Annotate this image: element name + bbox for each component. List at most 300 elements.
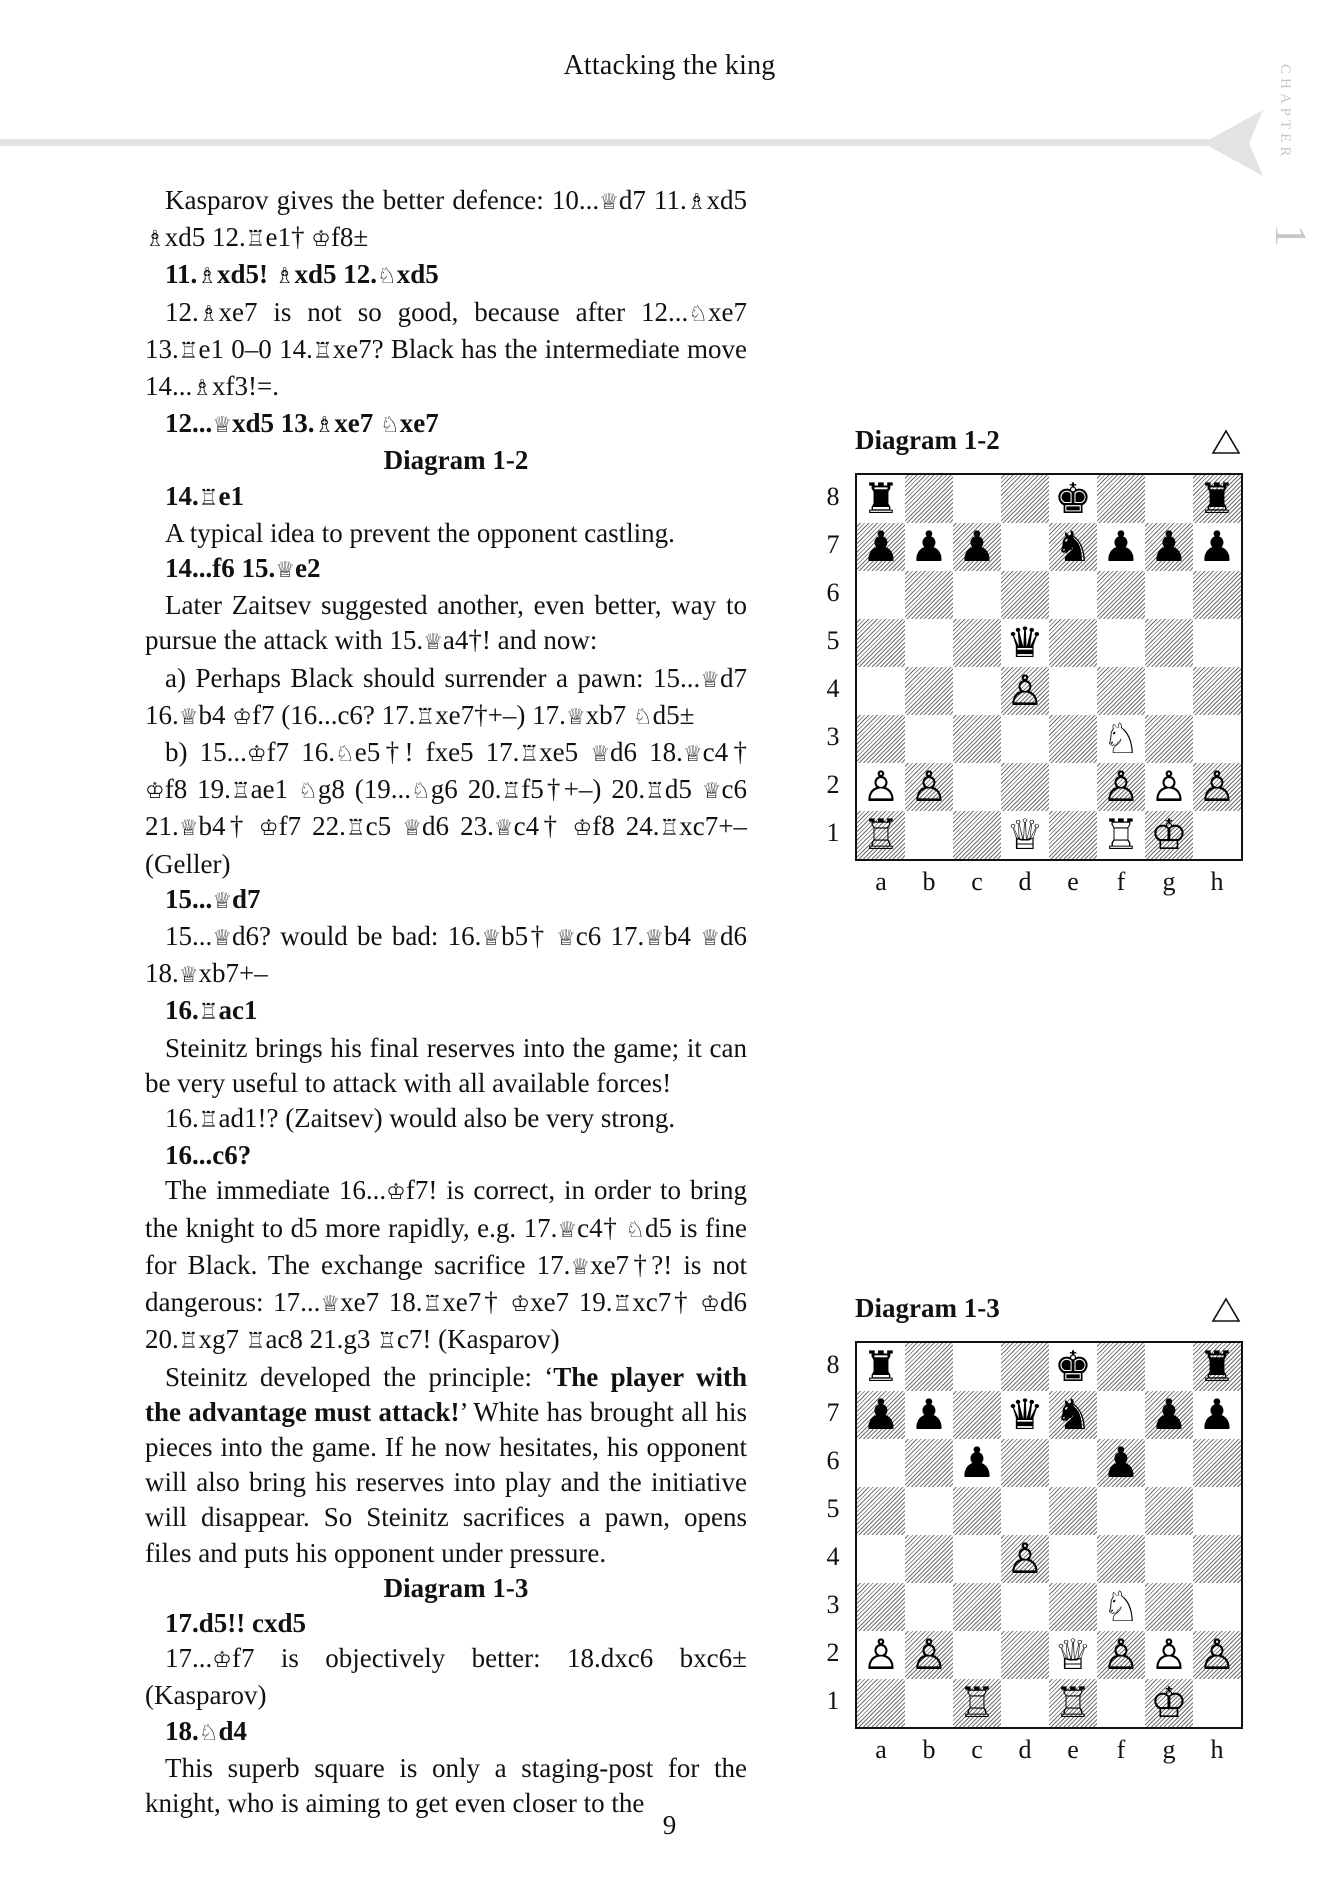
chess-figurine-icon: ♖: [645, 779, 665, 805]
square-f6: [1097, 1439, 1145, 1487]
square-h6: [1193, 1439, 1241, 1487]
square-a6: [857, 1439, 905, 1487]
file-label: h: [1210, 867, 1224, 896]
chess-figurine-icon: ♕: [212, 413, 232, 439]
chess-figurine-icon: ♖: [422, 1292, 443, 1318]
square-a5: [857, 1487, 905, 1535]
square-h7: [1193, 1391, 1241, 1439]
black-king-icon: ♚: [1054, 1342, 1092, 1391]
diagram-reference: Diagram 1-3: [383, 1572, 529, 1603]
square-g1: [1145, 811, 1193, 859]
body-paragraph: The immediate 16...♔f7! is correct, in order to bring the knight to d5 more rapidly, e.g. 17.♕c4† ♘d5 is fine for Black. The exchange sacrifice 17.♕xe7†?! is not dangerous: 17...♕xe7 18.♖xe7† ♔xe7 19.♖xc7† ♔d6 20.♖xg7 ♖ac8 21.g3 ♖c7! (Kasparov): [145, 1175, 748, 1355]
square-d8: [1001, 475, 1049, 523]
square-d1: [1001, 1679, 1049, 1727]
square-f5: [1097, 1487, 1145, 1535]
square-d5: [1001, 1487, 1049, 1535]
chess-figurine-icon: ♖: [345, 816, 366, 842]
square-b8: [905, 475, 953, 523]
chess-figurine-icon: ♕: [570, 1254, 591, 1280]
square-c1: [953, 811, 1001, 859]
white-rook-icon: ♖: [1102, 810, 1140, 859]
square-h4: [1193, 667, 1241, 715]
chess-figurine-icon: ♕: [556, 926, 576, 952]
white-rook-icon: ♖: [1054, 1678, 1092, 1727]
square-c2: [953, 1631, 1001, 1679]
chess-figurine-icon: ♔: [145, 779, 165, 805]
black-pawn-icon: ♟: [1198, 522, 1236, 571]
rank-label: 1: [826, 1686, 840, 1715]
square-e5: [1049, 1487, 1097, 1535]
square-e3: [1049, 1583, 1097, 1631]
rank-label: 3: [826, 722, 840, 751]
file-label: a: [875, 1735, 887, 1764]
square-b6: [905, 1439, 953, 1487]
square-h1: [1193, 811, 1241, 859]
body-paragraph: Steinitz developed the principle: ‘The player with the advantage must attack!’ White has brought all his pieces into the game. If he now hesitates, his opponent will also bring his reserves into play and the initiative will disappear. So Steinitz sacrifices a pawn, opens files and puts his opponent under pressure.: [145, 1361, 748, 1568]
chess-figurine-icon: ♗: [198, 301, 219, 327]
white-pawn-icon: ♙: [862, 762, 900, 811]
square-f1: [1097, 811, 1145, 859]
square-f8: [1097, 475, 1145, 523]
square-a1: [857, 1679, 905, 1727]
square-a7: [857, 1391, 905, 1439]
square-b3: [905, 1583, 953, 1631]
white-queen-icon: ♕: [1054, 1630, 1092, 1679]
square-d2: [1001, 763, 1049, 811]
white-rook-icon: ♖: [958, 1678, 996, 1727]
chess-figurine-icon: ♖: [245, 1329, 266, 1355]
black-pawn-icon: ♟: [910, 1390, 948, 1439]
black-queen-icon: ♛: [1006, 618, 1044, 667]
square-g2: [1145, 1631, 1193, 1679]
square-c1: [953, 1679, 1001, 1727]
square-d7: [1001, 1391, 1049, 1439]
square-f3: [1097, 1583, 1145, 1631]
diagram-reference: Diagram 1-2: [383, 445, 529, 476]
square-a5: [857, 619, 905, 667]
black-pawn-icon: ♟: [1150, 1390, 1188, 1439]
square-b4: [905, 667, 953, 715]
square-e7: [1049, 523, 1097, 571]
square-e5: [1049, 619, 1097, 667]
black-pawn-icon: ♟: [1102, 522, 1140, 571]
black-pawn-icon: ♟: [1102, 1438, 1140, 1487]
chess-figurine-icon: ♕: [178, 963, 199, 989]
square-g7: [1145, 523, 1193, 571]
square-f3: [1097, 715, 1145, 763]
square-b3: [905, 715, 953, 763]
square-d4: [1001, 667, 1049, 715]
white-king-icon: ♔: [1150, 1678, 1188, 1727]
square-d7: [1001, 523, 1049, 571]
black-pawn-icon: ♟: [862, 522, 900, 571]
move-heading: 18.♘d4: [165, 1715, 248, 1746]
chess-figurine-icon: ♕: [682, 742, 703, 768]
black-pawn-icon: ♟: [862, 1390, 900, 1439]
diagram-title: Diagram 1-3: [855, 1293, 1000, 1323]
white-pawn-icon: ♙: [1102, 1630, 1140, 1679]
white-rook-icon: ♖: [862, 810, 900, 859]
file-label: d: [1018, 867, 1032, 896]
file-labels: [857, 1735, 1241, 1765]
square-d4: [1001, 1535, 1049, 1583]
body-paragraph: This superb square is only a staging-post for the knight, who is aiming to get even closer to the: [145, 1752, 747, 1818]
chess-figurine-icon: ♔: [258, 816, 279, 842]
chess-figurine-icon: ♕: [565, 704, 586, 730]
square-c7: [953, 523, 1001, 571]
move-heading: 16.♖ac1: [165, 995, 258, 1026]
square-d5: [1001, 619, 1049, 667]
chess-figurine-icon: ♖: [519, 742, 540, 768]
rank-label: 2: [826, 770, 840, 799]
square-b7: [905, 523, 953, 571]
chess-figurine-icon: ♖: [245, 227, 266, 253]
square-f7: [1097, 523, 1145, 571]
body-paragraph: b) 15...♔f7 16.♘e5†! fxe5 17.♖xe5 ♕d6 18.♕c4† ♔f8 19.♖ae1 ♘g8 (19...♘g6 20.♖f5†+–) 20.♖d5 ♕c6 21.♕b4† ♔f7 22.♖c5 ♕d6 23.♕c4† ♔f8 24.♖xc7+– (Geller): [145, 737, 748, 879]
white-pawn-icon: ♙: [910, 762, 948, 811]
square-f7: [1097, 1391, 1145, 1439]
chess-figurine-icon: ♘: [298, 779, 318, 805]
body-paragraph: 15...♕d6? would be bad: 16.♕b5† ♕c6 17.♕b4 ♕d6 18.♕xb7+–: [145, 921, 748, 989]
body-paragraph: A typical idea to prevent the opponent castling.: [165, 517, 675, 548]
square-e1: [1049, 811, 1097, 859]
chess-figurine-icon: ♕: [700, 926, 721, 952]
rank-label: 7: [826, 1398, 840, 1427]
move-heading: 14.♖e1: [165, 480, 244, 511]
square-f2: [1097, 1631, 1145, 1679]
square-c7: [953, 1391, 1001, 1439]
rank-label: 3: [826, 1590, 840, 1619]
square-e4: [1049, 667, 1097, 715]
square-h3: [1193, 1583, 1241, 1631]
square-d6: [1001, 1439, 1049, 1487]
text-column: [145, 183, 747, 1821]
square-b5: [905, 1487, 953, 1535]
chess-figurine-icon: ♘: [377, 264, 397, 290]
square-b2: [905, 1631, 953, 1679]
file-label: e: [1067, 1735, 1079, 1764]
chess-figurine-icon: ♕: [700, 667, 720, 693]
white-knight-icon: ♘: [1102, 1582, 1140, 1631]
square-c8: [953, 475, 1001, 523]
square-e4: [1049, 1535, 1097, 1583]
square-g1: [1145, 1679, 1193, 1727]
black-pawn-icon: ♟: [1198, 1390, 1236, 1439]
move-heading: 17.d5!! cxd5: [165, 1607, 306, 1638]
move-heading: 14...f6 15.♕e2: [165, 553, 321, 584]
chess-figurine-icon: ♔: [311, 227, 331, 253]
move-heading: 15...♕d7: [165, 883, 261, 914]
white-pawn-icon: ♙: [862, 1630, 900, 1679]
chess-figurine-icon: ♕: [178, 704, 199, 730]
black-pawn-icon: ♟: [1150, 522, 1188, 571]
chess-figurine-icon: ♘: [334, 742, 355, 768]
square-g7: [1145, 1391, 1193, 1439]
file-label: a: [875, 867, 887, 896]
square-c5: [953, 1487, 1001, 1535]
chess-figurine-icon: ♗: [145, 227, 165, 253]
square-c3: [953, 1583, 1001, 1631]
rank-label: 4: [826, 1542, 840, 1571]
square-g2: [1145, 763, 1193, 811]
rank-label: 5: [826, 1494, 840, 1523]
file-label: c: [971, 867, 983, 896]
chess-figurine-icon: ♖: [198, 485, 219, 511]
square-b1: [905, 1679, 953, 1727]
chess-figurine-icon: ♕: [481, 926, 502, 952]
square-a8: [857, 475, 905, 523]
black-king-icon: ♚: [1054, 474, 1092, 523]
square-d8: [1001, 1343, 1049, 1391]
square-f4: [1097, 1535, 1145, 1583]
square-b4: [905, 1535, 953, 1583]
square-f4: [1097, 667, 1145, 715]
square-g6: [1145, 571, 1193, 619]
body-paragraph: 17...♔f7 is objectively better: 18.dxc6 bxc6± (Kasparov): [145, 1643, 747, 1711]
square-e3: [1049, 715, 1097, 763]
square-e6: [1049, 571, 1097, 619]
chess-figurine-icon: ♔: [212, 1648, 232, 1674]
rank-label: 8: [826, 482, 840, 511]
white-pawn-icon: ♙: [1198, 1630, 1236, 1679]
square-f5: [1097, 619, 1145, 667]
rank-label: 6: [826, 1446, 840, 1475]
chess-figurine-icon: ♔: [510, 1292, 531, 1318]
square-d3: [1001, 715, 1049, 763]
chess-figurine-icon: ♘: [411, 779, 431, 805]
black-rook-icon: ♜: [1198, 1342, 1236, 1391]
running-head: Attacking the king: [563, 50, 776, 81]
square-c2: [953, 763, 1001, 811]
file-labels: [857, 867, 1241, 897]
square-d3: [1001, 1583, 1049, 1631]
body-paragraph: Kasparov gives the better defence: 10...♕d7 11.♗xd5 ♗xd5 12.♖e1† ♔f8±: [145, 185, 747, 253]
square-h6: [1193, 571, 1241, 619]
rank-label: 8: [826, 1350, 840, 1379]
black-pawn-icon: ♟: [910, 522, 948, 571]
chess-figurine-icon: ♔: [386, 1180, 406, 1206]
chess-figurine-icon: ♔: [572, 816, 593, 842]
black-rook-icon: ♜: [862, 1342, 900, 1391]
rank-label: 2: [826, 1638, 840, 1667]
square-f1: [1097, 1679, 1145, 1727]
square-e8: [1049, 1343, 1097, 1391]
chapter-tab-number: 1: [1266, 224, 1316, 247]
square-g8: [1145, 1343, 1193, 1391]
file-label: c: [971, 1735, 983, 1764]
chess-figurine-icon: ♘: [625, 1217, 645, 1243]
file-label: f: [1116, 1735, 1126, 1764]
square-a3: [857, 1583, 905, 1631]
chess-figurine-icon: ♕: [599, 190, 619, 215]
square-a2: [857, 763, 905, 811]
square-h4: [1193, 1535, 1241, 1583]
rank-label: 6: [826, 578, 840, 607]
black-rook-icon: ♜: [862, 474, 900, 523]
chess-figurine-icon: ♗: [274, 264, 295, 290]
square-a2: [857, 1631, 905, 1679]
square-g4: [1145, 667, 1193, 715]
square-a4: [857, 1535, 905, 1583]
chess-figurine-icon: ♕: [423, 630, 443, 656]
square-h1: [1193, 1679, 1241, 1727]
chess-figurine-icon: ♔: [232, 704, 252, 730]
black-knight-icon: ♞: [1054, 1390, 1092, 1439]
square-b2: [905, 763, 953, 811]
file-label: d: [1018, 1735, 1032, 1764]
chess-board: [855, 1341, 1243, 1729]
chess-figurine-icon: ♖: [198, 1108, 219, 1134]
square-f2: [1097, 763, 1145, 811]
file-label: g: [1162, 867, 1176, 896]
chapter-tab-label: CHAPTER: [1277, 64, 1293, 161]
chess-figurine-icon: ♖: [312, 338, 333, 364]
move-heading: 11.♗xd5! ♗xd5 12.♘xd5: [165, 259, 439, 290]
square-a6: [857, 571, 905, 619]
chess-figurine-icon: ♕: [701, 779, 722, 805]
chess-figurine-icon: ♖: [501, 779, 522, 805]
chess-figurine-icon: ♕: [320, 1292, 341, 1318]
body-paragraph: Steinitz brings his final reserves into the game; it can be very useful to attack with all available forces!: [145, 1032, 747, 1098]
chess-figurine-icon: ♖: [230, 779, 251, 805]
square-c5: [953, 619, 1001, 667]
chess-figurine-icon: ♕: [212, 926, 232, 952]
square-h8: [1193, 475, 1241, 523]
chess-figurine-icon: ♖: [178, 338, 199, 364]
body-paragraph: 16.♖ad1!? (Zaitsev) would also be very strong.: [165, 1103, 676, 1134]
chess-figurine-icon: ♗: [686, 190, 707, 215]
square-h2: [1193, 763, 1241, 811]
square-h8: [1193, 1343, 1241, 1391]
white-pawn-icon: ♙: [1006, 1534, 1044, 1583]
square-e8: [1049, 475, 1097, 523]
header-rule-arrowhead-icon: [1203, 110, 1263, 176]
square-g6: [1145, 1439, 1193, 1487]
square-a1: [857, 811, 905, 859]
chess-figurine-icon: ♖: [612, 1292, 633, 1318]
black-queen-icon: ♛: [1006, 1390, 1044, 1439]
square-a7: [857, 523, 905, 571]
chess-figurine-icon: ♕: [493, 816, 514, 842]
white-pawn-icon: ♙: [910, 1630, 948, 1679]
rank-label: 7: [826, 530, 840, 559]
square-e6: [1049, 1439, 1097, 1487]
white-knight-icon: ♘: [1102, 714, 1140, 763]
black-pawn-icon: ♟: [958, 1438, 996, 1487]
square-d1: [1001, 811, 1049, 859]
move-heading: 12...♕xd5 13.♗xe7 ♘xe7: [165, 408, 439, 439]
white-pawn-icon: ♙: [1150, 1630, 1188, 1679]
file-label: h: [1210, 1735, 1224, 1764]
white-pawn-icon: ♙: [1198, 762, 1236, 811]
square-g3: [1145, 1583, 1193, 1631]
chess-figurine-icon: ♗: [192, 376, 212, 402]
chess-board: [855, 473, 1243, 861]
rank-labels: [823, 1341, 843, 1725]
square-a4: [857, 667, 905, 715]
square-h5: [1193, 1487, 1241, 1535]
square-g3: [1145, 715, 1193, 763]
square-f6: [1097, 571, 1145, 619]
file-label: b: [922, 867, 936, 896]
square-c4: [953, 1535, 1001, 1583]
white-pawn-icon: ♙: [1102, 762, 1140, 811]
chess-figurine-icon: ♘: [632, 704, 653, 730]
body-paragraph: 12.♗xe7 is not so good, because after 12...♘xe7 13.♖e1 0–0 14.♖xe7? Black has the intermediate move 14...♗xf3!=.: [145, 296, 748, 402]
body-paragraph: a) Perhaps Black should surrender a pawn: 15...♕d7 16.♕b4 ♔f7 (16...c6? 17.♖xe7†+–) 17.♕xb7 ♘d5±: [145, 662, 747, 730]
black-knight-icon: ♞: [1054, 522, 1092, 571]
chess-figurine-icon: ♔: [700, 1292, 721, 1318]
square-h3: [1193, 715, 1241, 763]
square-e1: [1049, 1679, 1097, 1727]
page-number: 9: [662, 1810, 677, 1840]
chess-figurine-icon: ♖: [377, 1329, 397, 1355]
file-label: e: [1067, 867, 1079, 896]
square-g5: [1145, 1487, 1193, 1535]
square-e2: [1049, 1631, 1097, 1679]
chess-figurine-icon: ♖: [198, 1000, 219, 1026]
square-c4: [953, 667, 1001, 715]
white-pawn-icon: ♙: [1150, 762, 1188, 811]
square-g8: [1145, 475, 1193, 523]
chess-figurine-icon: ♘: [379, 413, 400, 439]
rank-label: 5: [826, 626, 840, 655]
square-b8: [905, 1343, 953, 1391]
chess-figurine-icon: ♖: [659, 816, 680, 842]
white-king-icon: ♔: [1150, 810, 1188, 859]
move-heading: 16...c6?: [165, 1140, 252, 1171]
square-b5: [905, 619, 953, 667]
square-d2: [1001, 1631, 1049, 1679]
white-pawn-icon: ♙: [1006, 666, 1044, 715]
rank-label: 1: [826, 818, 840, 847]
square-b7: [905, 1391, 953, 1439]
square-h7: [1193, 523, 1241, 571]
chess-figurine-icon: ♘: [688, 301, 709, 327]
square-h2: [1193, 1631, 1241, 1679]
square-f8: [1097, 1343, 1145, 1391]
diagram-title: Diagram 1-2: [855, 425, 1000, 455]
square-b6: [905, 571, 953, 619]
black-pawn-icon: ♟: [958, 522, 996, 571]
chess-figurine-icon: ♕: [402, 816, 423, 842]
square-c6: [953, 571, 1001, 619]
emphasis-quote: The player with the advantage must attack!: [145, 1361, 747, 1427]
body-paragraph: Later Zaitsev suggested another, even better, way to pursue the attack with 15.♕a4†! and now:: [145, 590, 747, 656]
chess-figurine-icon: ♘: [198, 1720, 219, 1746]
chess-figurine-icon: ♕: [590, 742, 611, 768]
square-a3: [857, 715, 905, 763]
square-d6: [1001, 571, 1049, 619]
square-h5: [1193, 619, 1241, 667]
chess-figurine-icon: ♗: [314, 413, 335, 439]
square-e2: [1049, 763, 1097, 811]
square-a8: [857, 1343, 905, 1391]
chess-figurine-icon: ♖: [178, 1329, 199, 1355]
chess-figurine-icon: ♗: [197, 264, 217, 290]
square-c3: [953, 715, 1001, 763]
black-rook-icon: ♜: [1198, 474, 1236, 523]
header-rule: [0, 139, 1220, 146]
square-g5: [1145, 619, 1193, 667]
chess-figurine-icon: ♕: [275, 558, 295, 584]
file-label: g: [1162, 1735, 1176, 1764]
chess-figurine-icon: ♖: [415, 704, 436, 730]
square-e7: [1049, 1391, 1097, 1439]
square-c8: [953, 1343, 1001, 1391]
rank-labels: [823, 473, 843, 857]
file-label: b: [922, 1735, 936, 1764]
